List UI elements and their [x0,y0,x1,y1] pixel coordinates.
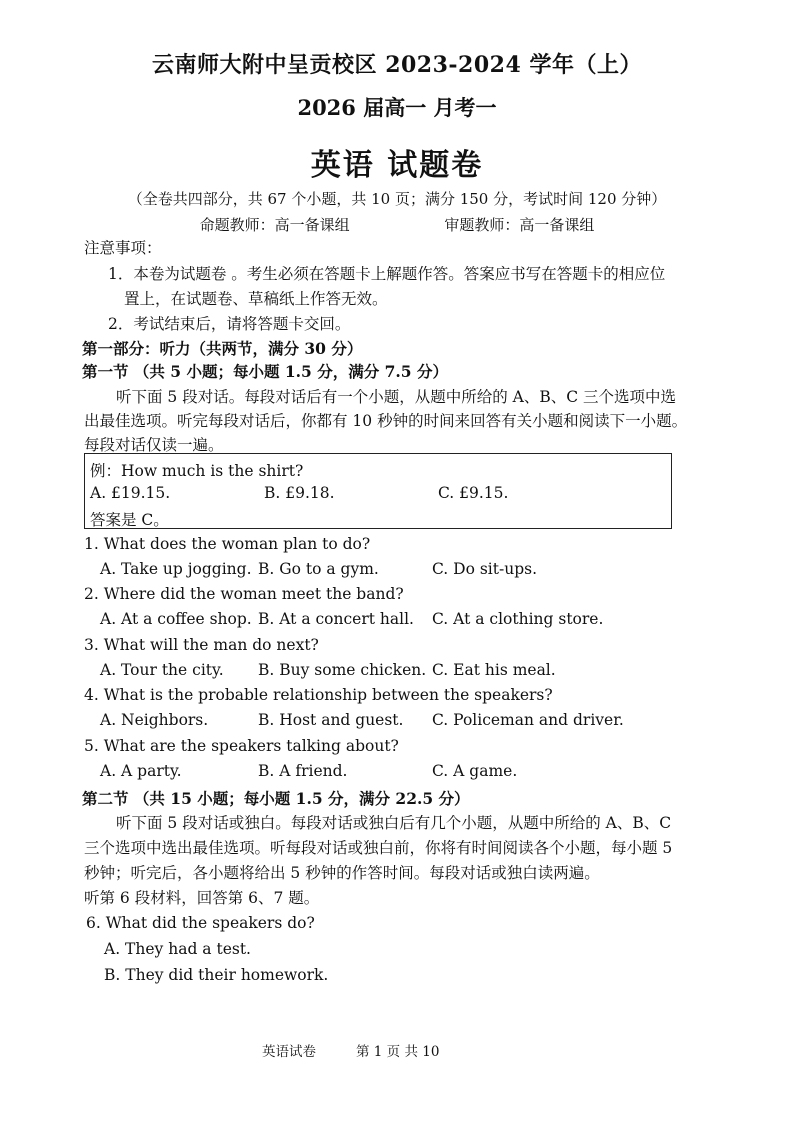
question-6: 6. What did the speakers do? [86,914,315,932]
q5-option-c: C. A game. [432,762,518,780]
question-2: 2. Where did the woman meet the band? [84,585,404,603]
notes-title: 注意事项： [84,239,162,257]
school-title: 云南师大附中呈贡校区 2023-2024 学年（上） [152,52,642,78]
note-item-2: 2．考试结束后，请将答题卡交回。 [108,315,351,333]
example-option-c: C. £9.15. [438,484,509,502]
example-option-b: B. £9.18. [264,484,335,502]
exam-title: 2026 届高一 月考一 [297,95,497,120]
section2-instruction-3: 秒钟；听完后，各小题将给出 5 秒钟的作答时间。每段对话或独白读两遍。 [84,864,600,882]
subject-title: 英语 试题卷 [310,148,484,183]
q6-option-b: B. They did their homework. [104,966,329,984]
section1-instruction-2: 出最佳选项。听完每段对话后，你都有 10 秒钟的时间来回答有关小题和阅读下一小题。 [84,412,688,430]
exam-info: （全卷共四部分，共 67 个小题，共 10 页；满分 150 分，考试时间 120 分钟） [127,190,667,208]
teachers-line [0,214,794,235]
q5-option-b: B. A friend. [258,762,348,780]
question-3: 3. What will the man do next? [84,636,319,654]
note-item-1: 1．本卷为试题卷 。考生必须在答题卡上解题作答。答案应书写在答题卡的相应位 [108,265,666,283]
q4-option-a: A. Neighbors. [100,711,209,729]
q4-option-c: C. Policeman and driver. [432,711,624,729]
setter-label: 命题教师：高一备课组 [199,216,350,234]
q3-option-a: A. Tour the city. [100,661,224,679]
question-1: 1. What does the woman plan to do? [84,535,371,553]
section1-instruction-1: 听下面 5 段对话。每段对话后有一个小题，从题中所给的 A、B、C 三个选项中选 [116,388,677,406]
q3-option-b: B. Buy some chicken. [258,661,427,679]
q1-option-c: C. Do sit-ups. [432,560,538,578]
section2-instruction-2: 三个选项中选出最佳选项。听每段对话或独白前，你将有时间阅读各个小题，每小题 5 [84,839,673,857]
q2-option-b: B. At a concert hall. [258,610,414,628]
section2-instruction-1: 听下面 5 段对话或独白。每段对话或独白后有几个小题，从题中所给的 A、B、C [116,814,672,832]
example-answer: 答案是 C。 [90,511,169,529]
q1-option-a: A. Take up jogging. [100,560,252,578]
question-5: 5. What are the speakers talking about? [84,737,399,755]
section1-instruction-3: 每段对话仅读一遍。 [84,436,224,454]
q5-option-a: A. A party. [100,762,182,780]
reviewer-label: 审题教师：高一备课组 [444,216,595,234]
q4-option-b: B. Host and guest. [258,711,404,729]
example-question: 例：How much is the shirt? [90,462,304,480]
example-option-a: A. £19.15. [90,484,171,502]
footer-page-number: 第 1 页 共 10 [356,1044,440,1060]
question-4: 4. What is the probable relationship between the speakers? [84,686,553,704]
q1-option-b: B. Go to a gym. [258,560,379,578]
section2-title: 第二节 （共 15 小题；每小题 1.5 分，满分 22.5 分） [82,789,470,808]
material-6-instruction: 听第 6 段材料，回答第 6、7 题。 [84,889,320,907]
q3-option-c: C. Eat his meal. [432,661,556,679]
part1-title: 第一部分：听力（共两节，满分 30 分） [82,339,363,358]
footer-label: 英语试卷 [262,1044,316,1060]
q6-option-a: A. They had a test. [104,940,251,958]
q2-option-c: C. At a clothing store. [432,610,604,628]
section1-title: 第一节 （共 5 小题；每小题 1.5 分，满分 7.5 分） [82,362,448,381]
q2-option-a: A. At a coffee shop. [100,610,252,628]
note-item-1-cont: 置上，在试题卷、草稿纸上作答无效。 [124,290,388,308]
